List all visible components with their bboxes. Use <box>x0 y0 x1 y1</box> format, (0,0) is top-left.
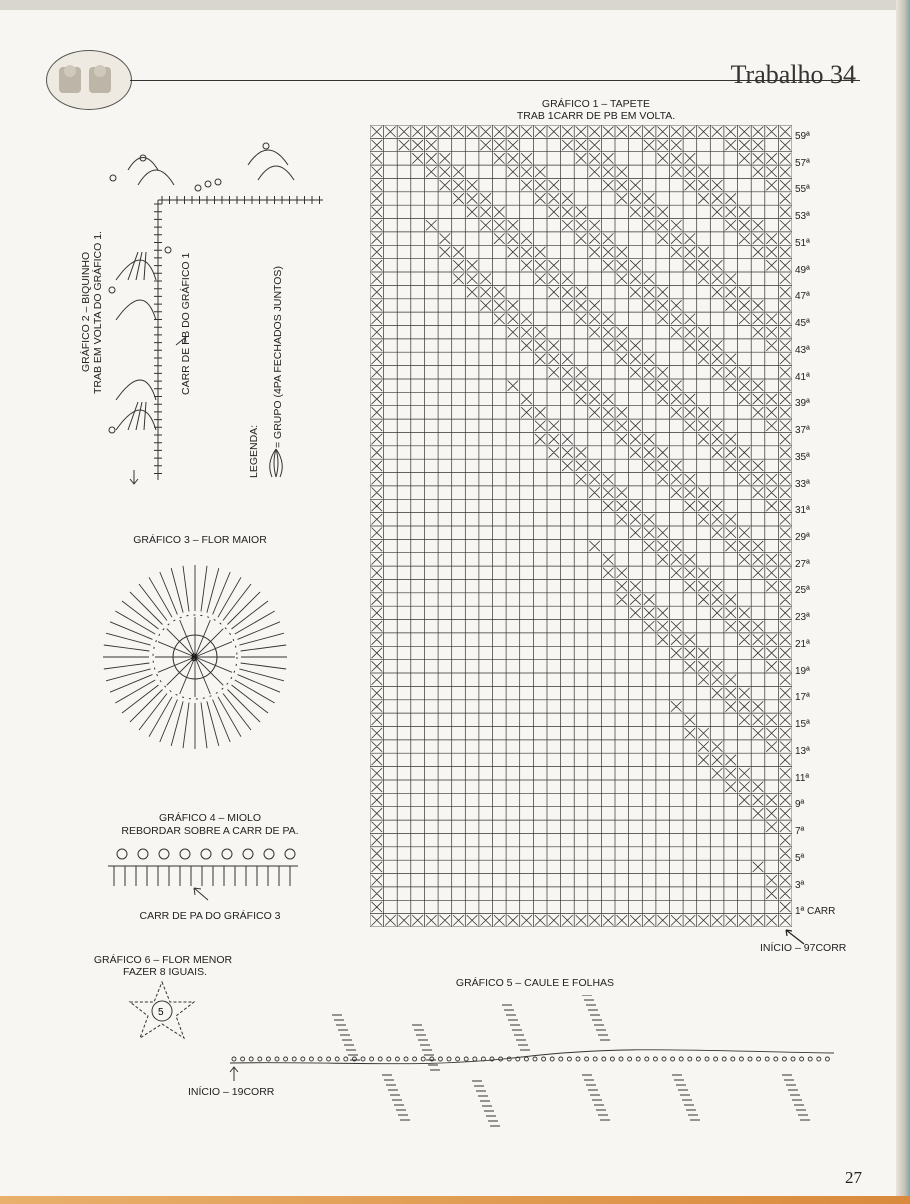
row-label: 59ª <box>795 131 810 142</box>
grafico3-title: GRÁFICO 3 – FLOR MAIOR <box>133 534 267 546</box>
row-label: 41ª <box>795 371 810 383</box>
grafico5-title: GRÁFICO 5 – CAULE E FOLHAS <box>455 977 615 989</box>
grafico2-subtitle: TRAB EM VOLTA DO GRÁFICO 1. <box>92 231 104 394</box>
row-label: 37ª <box>795 425 810 437</box>
flor-maior-center: 8 <box>191 652 198 664</box>
grafico1-subtitle: TRAB 1CARR DE PB EM VOLTA. <box>516 110 676 122</box>
row-label: 49ª <box>795 264 810 276</box>
row-label: 11ª <box>795 772 810 784</box>
row-label: 29ª <box>795 532 810 543</box>
page-number: 27 <box>845 1168 862 1187</box>
row-label: 17ª <box>795 692 810 704</box>
row-label: 31ª <box>795 505 810 517</box>
tapete-chart-grid <box>370 125 792 927</box>
page-edge-bottom <box>0 1196 910 1204</box>
legend-item: = GRUPO (4PA FECHADOS JUNTOS) <box>272 266 284 448</box>
page-edge-top <box>0 0 910 10</box>
grafico2-title: GRÁFICO 2 – BIQUINHO <box>80 251 92 372</box>
row-label: 45ª <box>795 318 810 330</box>
grafico6-title: GRÁFICO 6 – FLOR MENOR <box>93 954 233 966</box>
flor-maior-diagram <box>90 552 300 762</box>
row-label: 5ª <box>795 852 805 864</box>
legend-title: LEGENDA: <box>248 424 260 478</box>
grafico4-note: CARR DE PA DO GRÁFICO 3 <box>139 910 281 922</box>
header-logo-badge <box>46 50 132 110</box>
grafico5-start-label: INÍCIO – 19CORR <box>188 1086 275 1098</box>
row-label: 23ª <box>795 612 810 624</box>
grafico1-title: GRÁFICO 1 – TAPETE <box>541 98 651 110</box>
grafico6-subtitle: FAZER 8 IGUAIS. <box>122 966 208 978</box>
grafico1-start-label: INÍCIO – 97CORR <box>760 942 847 954</box>
grupo-legend-icon <box>262 445 290 481</box>
row-label: 9ª <box>795 799 805 811</box>
row-label: 1ª CARR <box>795 906 836 918</box>
biquinho-diagram <box>98 140 338 490</box>
row-label: 7ª <box>795 826 805 838</box>
grafico4-subtitle: REBORDAR SOBRE A CARR DE PA. <box>121 825 299 837</box>
page-edge-right <box>896 0 910 1204</box>
row-label: 43ª <box>795 344 810 356</box>
row-label: 39ª <box>795 398 810 410</box>
row-label: 51ª <box>795 237 810 249</box>
row-label: 55ª <box>795 184 810 196</box>
grafico2-carr-label: CARR DE PB DO GRÁFICO 1 <box>180 252 192 395</box>
miolo-diagram <box>108 840 308 910</box>
row-label: 57ª <box>795 157 810 169</box>
row-label: 53ª <box>795 211 810 223</box>
yarn-logo-icon <box>47 51 131 109</box>
row-label: 27ª <box>795 558 810 570</box>
page-title: Trabalho 34 <box>730 60 856 89</box>
row-label: 19ª <box>795 665 810 677</box>
row-label: 47ª <box>795 291 810 303</box>
flor-menor-diagram <box>124 978 200 1044</box>
flor-menor-center: 5 <box>158 1007 164 1018</box>
row-label: 35ª <box>795 451 810 463</box>
grafico4-title: GRÁFICO 4 – MIOLO <box>158 812 262 824</box>
row-label: 33ª <box>795 478 810 490</box>
caule-folhas-diagram <box>222 995 842 1135</box>
row-label: 13ª <box>795 745 810 757</box>
row-label: 21ª <box>795 638 810 650</box>
row-label: 15ª <box>795 719 810 731</box>
row-label: 3ª <box>795 879 805 891</box>
grid-lines <box>370 125 792 927</box>
row-label: 25ª <box>795 585 810 597</box>
